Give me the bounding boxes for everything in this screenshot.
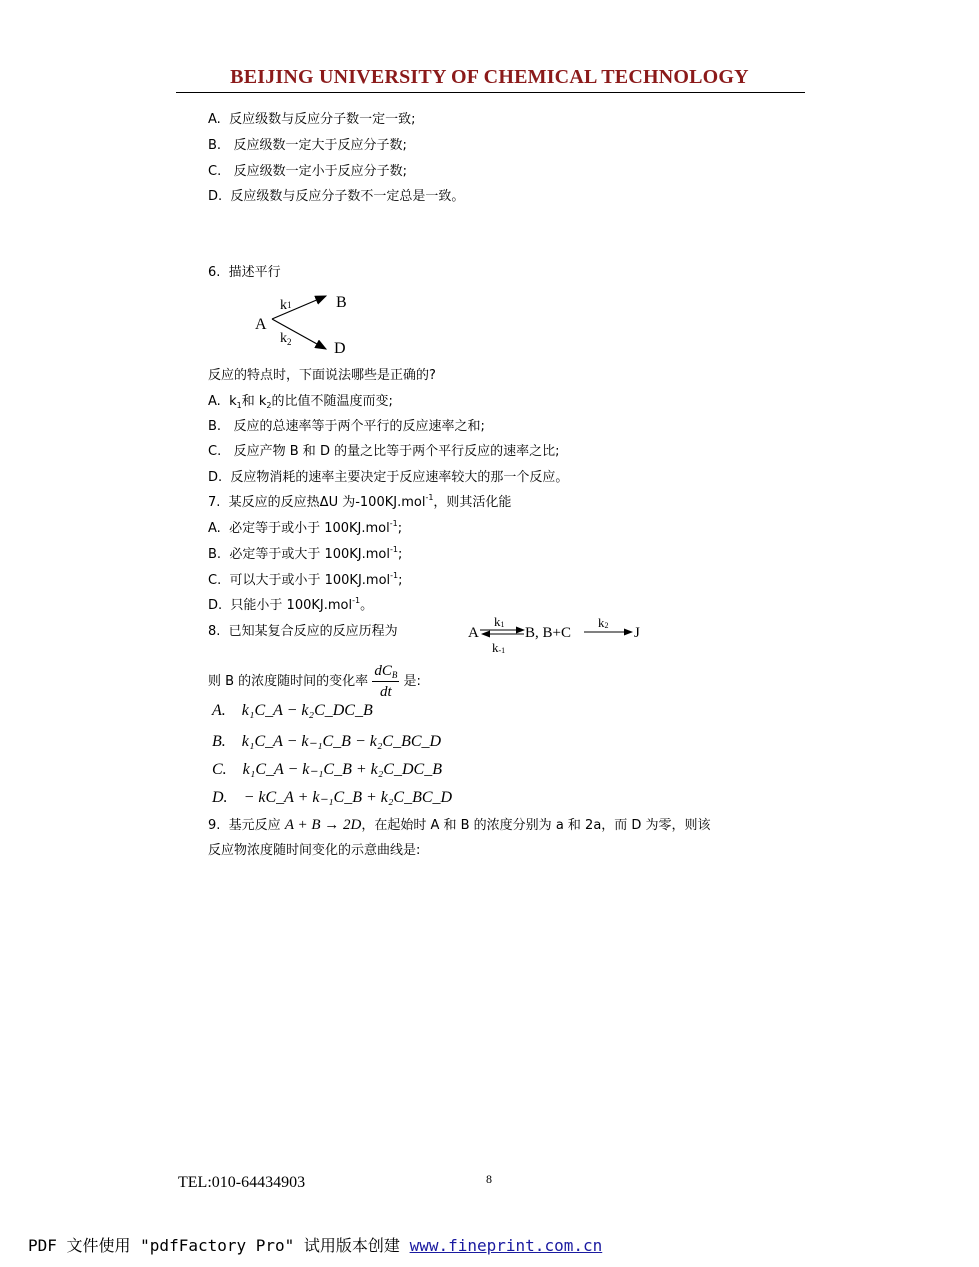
q8-option-c: C. k₁C_A − k₋₁C_B + k₂C_DC_B xyxy=(212,761,442,778)
q5-option-a: A. 反应级数与反应分子数一定一致; xyxy=(208,112,416,127)
q8-option-a: A. k₁C_A − k₂C_DC_B xyxy=(212,702,373,719)
q7-option-d: D. 只能小于 100KJ.mol$^{-1}$。 xyxy=(208,596,374,613)
q5-option-d: D. 反应级数与反应分子数不一定总是一致。 xyxy=(208,189,465,204)
mech-km1: k-1 xyxy=(492,640,506,655)
parallel-reaction-diagram xyxy=(250,288,370,358)
reaction-mechanism xyxy=(462,612,662,658)
q6-option-a: A. $k_1$和 $k_2$的比值不随温度而变; xyxy=(208,394,393,410)
q7-stem: 7. 某反应的反应热ΔU 为-100KJ.mol$^{-1}$，则其活化能 xyxy=(208,493,512,510)
page-number: 8 xyxy=(486,1172,492,1186)
rate-constant-k2: $k_2$ xyxy=(280,331,292,347)
q9-equation: A + B → 2D xyxy=(284,817,362,833)
q8-option-b: B. k₁C_A − k₋₁C_B − k₂C_BC_D xyxy=(212,733,442,750)
q5-option-c: C. 反应级数一定小于反应分子数; xyxy=(208,164,408,179)
mech-k1: k1 xyxy=(494,614,505,629)
q8-option-d: D. − kC_A + k₋₁C_B + k₂C_BC_D xyxy=(212,789,453,806)
rate-constant-k1: k1 xyxy=(280,298,292,313)
mech-b-plus-c: B, B+C xyxy=(525,625,571,641)
q7-option-a: A. 必定等于或小于 100KJ.mol$^{-1}$; xyxy=(208,519,403,536)
q5-option-b: B. 反应级数一定大于反应分子数; xyxy=(208,138,407,153)
q9-stem: 9. 基元反应 A + B → 2D，在起始时 A 和 B 的浓度分别为 a 和 2a，而 D 为零，则该 xyxy=(208,817,711,833)
q8-rate-question: 则 B 的浓度随时间的变化率 $\frac{dC_B}{dt}$ 是: xyxy=(208,663,421,700)
diagram-product-b: B xyxy=(336,294,347,311)
q6-option-d: D. 反应物消耗的速率主要决定于反应速率较大的那一个反应。 xyxy=(208,470,569,485)
pdf-creator-note: PDF 文件使用 "pdfFactory Pro" 试用版本创建 www.fineprint.com.cn xyxy=(28,1236,603,1255)
q6-question: 反应的特点时，下面说法哪些是正确的? xyxy=(208,368,436,383)
diagram-product-d: D xyxy=(334,340,346,357)
mech-j: J xyxy=(634,625,640,641)
footer-telephone: TEL:010-64434903 xyxy=(178,1174,306,1191)
q9-line2: 反应物浓度随时间变化的示意曲线是: xyxy=(208,843,421,858)
fineprint-link[interactable]: www.fineprint.com.cn xyxy=(409,1236,603,1255)
q8-stem: 8. 已知某复合反应的反应历程为 xyxy=(208,624,398,639)
rate-fraction: $\frac{dC_B}{dt}$ xyxy=(374,663,398,700)
q6-option-b: B. 反应的总速率等于两个平行的反应速率之和; xyxy=(208,419,485,434)
q6-stem: 6. 描述平行 xyxy=(208,265,281,280)
q6-option-c: C. 反应产物 B 和 D 的量之比等于两个平行反应的速率之比; xyxy=(208,444,560,459)
university-header: BEIJING UNIVERSITY OF CHEMICAL TECHNOLOGY xyxy=(230,66,749,88)
q7-option-b: B. 必定等于或大于 100KJ.mol$^{-1}$; xyxy=(208,545,403,562)
mech-a: A xyxy=(468,625,479,641)
q7-option-c: C. 可以大于或小于 100KJ.mol$^{-1}$; xyxy=(208,571,403,588)
diagram-reactant: A xyxy=(255,316,267,333)
mech-k2: k2 xyxy=(598,615,609,630)
header-rule xyxy=(176,92,805,93)
